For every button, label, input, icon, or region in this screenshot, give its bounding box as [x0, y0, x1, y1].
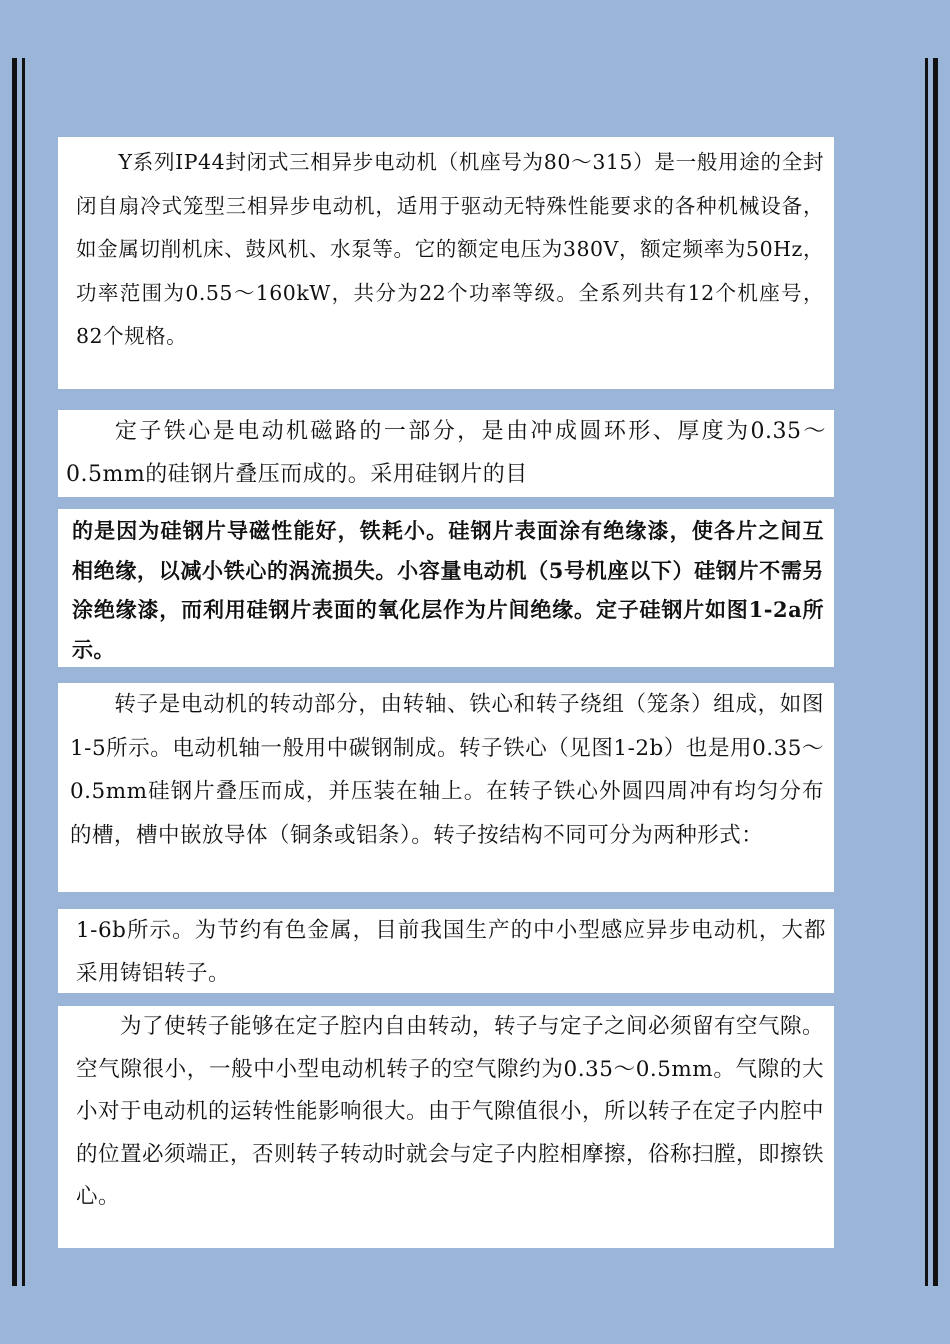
left-border-rule-thick: [12, 58, 17, 1286]
text-panel-cast-aluminum: [58, 909, 834, 993]
paragraph-stator-core: 定子铁心是电动机磁路的一部分，是由冲成圆环形、厚度为0.35～0.5mm的硅钢片叠压而成的。采用硅钢片的目: [66, 419, 826, 487]
paragraph-rotor: 转子是电动机的转动部分，由转轴、铁心和转子绕组（笼条）组成，如图1-5所示。电动机轴一般用中碳钢制成。转子铁心（见图1-2b）也是用0.35～0.5mm硅钢片叠压而成，并压装在轴上。在转子铁心外圆四周冲有均匀分布的槽，槽中嵌放导体（铜条或铝条）。转子按结构不同可分为两种形式：: [70, 692, 824, 848]
paragraph-cast-aluminum: 1-6b所示。为节约有色金属，目前我国生产的中小型感应异步电动机，大都采用铸铝转子。: [76, 918, 826, 986]
right-border-rule-thin: [925, 58, 928, 1286]
left-border-rule-thin: [22, 58, 25, 1286]
right-border-rule-thick: [933, 58, 938, 1286]
text-panel-stator-core: [58, 410, 834, 497]
text-panel-silicon-steel: [58, 509, 834, 667]
paragraph-silicon-steel: 的是因为硅钢片导磁性能好，铁耗小。硅钢片表面涂有绝缘漆，使各片之间互相绝缘，以减小铁心的涡流损失。小容量电动机（5号机座以下）硅钢片不需另涂绝缘漆，而利用硅钢片表面的氧化层作为片间绝缘。定子硅钢片如图1-2a所示。: [72, 518, 824, 662]
text-panel-air-gap: [58, 1006, 834, 1248]
text-panel-rotor: [58, 683, 834, 892]
text-panel-motor-series: [58, 137, 834, 389]
paragraph-motor-series: Y系列IP44封闭式三相异步电动机（机座号为80～315）是一般用途的全封闭自扇冷式笼型三相异步电动机，适用于驱动无特殊性能要求的各种机械设备，如金属切削机床、鼓风机、水泵等。它的额定电压为380V，额定频率为50Hz，功率范围为0.55～160kW，共分为22个功率等级。全系列共有12个机座号，82个规格。: [76, 150, 824, 348]
paragraph-air-gap: 为了使转子能够在定子腔内自由转动，转子与定子之间必须留有空气隙。空气隙很小，一般中小型电动机转子的空气隙约为0.35～0.5mm。气隙的大小对于电动机的运转性能影响很大。由于气隙值很小，所以转子在定子内腔中的位置必须端正，否则转子转动时就会与定子内腔相摩擦，俗称扫膛，即擦铁心。: [76, 1014, 825, 1209]
